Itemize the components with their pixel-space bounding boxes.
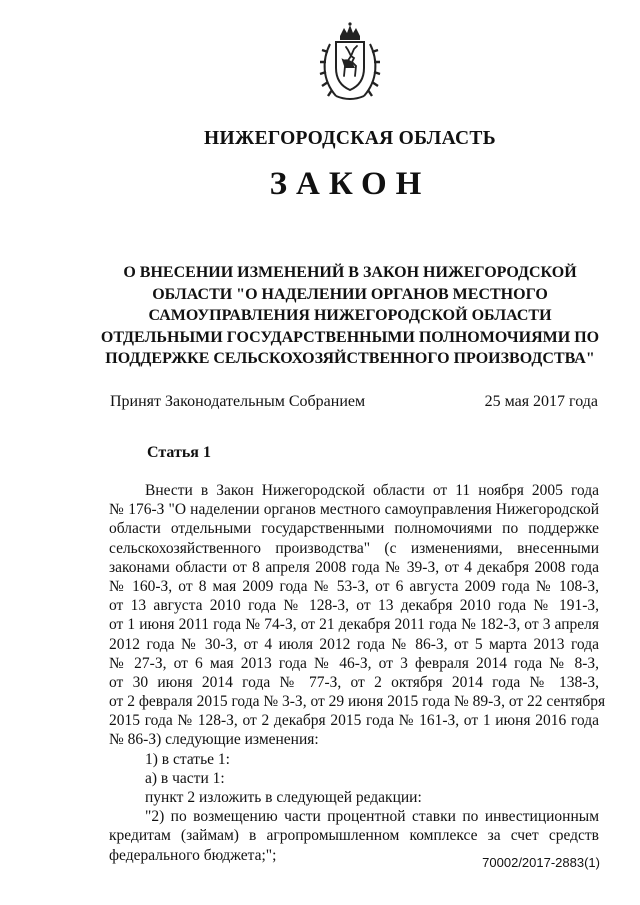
adoption-date: 25 мая 2017 года: [484, 393, 598, 410]
document-type: ЗАКОН: [269, 166, 431, 202]
body-line: от 13 августа 2010 года № 128-З, от 13 декабря 2010 года № 191-З,: [109, 597, 599, 615]
body-line: пункт 2 изложить в следующей редакции:: [145, 789, 422, 806]
law-title: [95, 262, 605, 370]
title-line: ОБЛАСТИ "О НАДЕЛЕНИИ ОРГАНОВ МЕСТНОГО: [152, 285, 548, 303]
adopted-by: Принят Законодательным Собранием: [110, 393, 366, 410]
body-line: кредитам (займам) в агропромышленном комплексе за счет средств: [109, 827, 599, 845]
coat-of-arms-icon: [318, 22, 382, 104]
article-heading: Статья 1: [147, 444, 211, 461]
body-line: от 30 июня 2014 года № 77-З, от 2 октября 2014 года № 138-З,: [109, 673, 599, 691]
body-line: 2012 года № 30-З, от 4 июля 2012 года № 86-З, от 5 марта 2013 года: [109, 635, 599, 653]
body-line: от 2 февраля 2015 года № 3-З, от 29 июня 2015 года № 89-З, от 22 сентября: [109, 693, 606, 711]
body-line: "2) по возмещению части процентной ставки по инвестиционным: [145, 808, 599, 826]
body-line: законами области от 8 апреля 2008 года № 39-З, от 4 декабря 2008 года: [109, 558, 599, 576]
adoption-line: [110, 393, 598, 411]
body-line: от 1 июня 2011 года № 74-З, от 21 декабря 2011 года № 182-З, от 3 апреля: [109, 616, 599, 634]
document-code: 70002/2017-2883(1): [482, 855, 600, 870]
region-name: НИЖЕГОРОДСКАЯ ОБЛАСТЬ: [204, 128, 496, 149]
body-line: № 176-З "О наделении органов местного самоуправления Нижегородской: [109, 501, 599, 519]
body-line: № 86-З) следующие изменения:: [109, 731, 319, 749]
body-line: Внести в Закон Нижегородской области от 11 ноября 2005 года: [145, 482, 599, 499]
title-line: САМОУПРАВЛЕНИЯ НИЖЕГОРОДСКОЙ ОБЛАСТИ: [148, 307, 552, 324]
body-line: № 27-З, от 6 мая 2013 года № 46-З, от 3 февраля 2014 года № 8-З,: [109, 654, 599, 672]
body-line: 2015 года № 128-З, от 2 декабря 2015 года № 161-З, от 1 июня 2016 года: [109, 712, 599, 730]
title-line: ПОДДЕРЖКЕ СЕЛЬСКОХОЗЯЙСТВЕННОГО ПРОИЗВОДСТВА": [105, 350, 595, 367]
body-line: сельскохозяйственного производства" (с изменениями, внесенными: [109, 539, 599, 557]
title-line: О ВНЕСЕНИИ ИЗМЕНЕНИЙ В ЗАКОН НИЖЕГОРОДСКОЙ: [123, 264, 577, 281]
body-line: № 160-З, от 8 мая 2009 года № 53-З, от 6 августа 2009 года № 108-З,: [109, 577, 599, 595]
title-line: ОТДЕЛЬНЫМИ ГОСУДАРСТВЕННЫМИ ПОЛНОМОЧИЯМИ ПО: [100, 328, 600, 346]
article-body: [109, 481, 606, 865]
body-line: области отдельными государственными полномочиями по поддержке: [109, 520, 599, 538]
body-line: а) в части 1:: [145, 769, 225, 787]
body-line: федерального бюджета;";: [109, 846, 277, 864]
body-line: 1) в статье 1:: [145, 750, 230, 768]
